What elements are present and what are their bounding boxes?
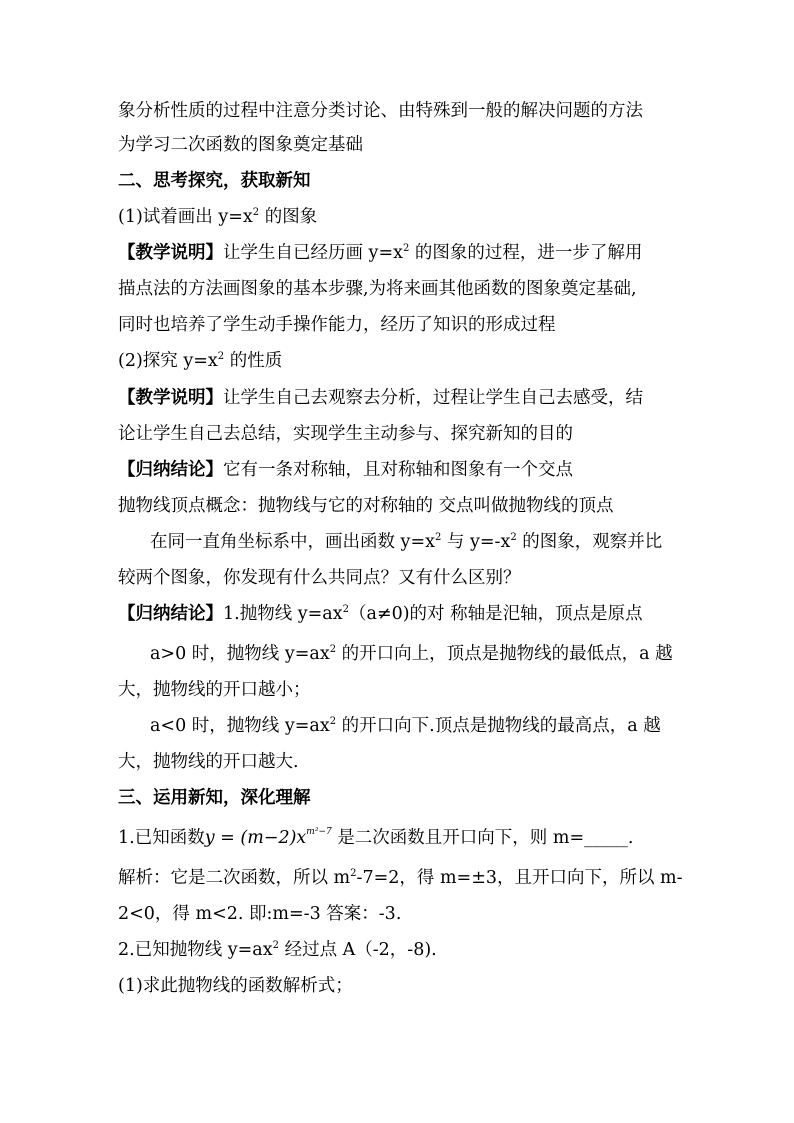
text-line-2: 为学习二次函数的图象奠定基础	[118, 135, 363, 155]
function-formula: $y = (m-2)x^{m^2-7}$	[204, 827, 332, 848]
teaching-note-1: 【教学说明】让学生自已经历画 $y=x^2$ 的图象的过程，进一步了解用	[118, 243, 643, 263]
label-conclusion: 【归纳结论】	[118, 604, 223, 624]
text-line-1: 象分析性质的过程中注意分类讨论、由特殊到一般的解决问题的方法	[118, 101, 643, 121]
analysis-line-2: 2<0，得 m<2. 即:m=-3 答案：-3.	[118, 904, 402, 924]
text-line-13: 在同一直角坐标系中，画出函数 $y=x^2$ 与 $y=-x^2$ 的图象，观察并比	[150, 532, 663, 552]
text-line-7: 同时也培养了学生动手操作能力，经历了知识的形成过程	[118, 315, 556, 335]
label-teaching-note: 【教学说明】	[118, 243, 223, 263]
conclusion-2: 【归纳结论】1.抛物线 $y=ax^2(a\ne 0)$的对 称轴是汜轴，顶点是原点	[118, 604, 643, 624]
section-heading-2: 二、思考探究，获取新知	[118, 171, 311, 191]
text-line-17: 大，抛物线的开口越小；	[118, 680, 311, 700]
text-line-10: 论让学生自己去总结，实现学生主动参与、探究新知的目的	[118, 424, 573, 444]
text-line-18: a<0 时，抛物线 $y=ax^2$ 的开口向下.顶点是抛物线的最高点，a 越	[150, 716, 661, 736]
text-line-14: 较两个图象，你发现有什么共同点？又有什么区别？	[118, 568, 521, 588]
text-line-16: a>0 时，抛物线 $y=ax^2$ 的开口向上，顶点是抛物线的最低点，a 越	[150, 644, 673, 664]
question-2-part-1: (1)求此抛物线的函数解析式；	[118, 976, 353, 996]
analysis-line-1: 解析：它是二次函数，所以 $m^2-7=2$，得 m=±3，且开口向下，所以 m-	[118, 868, 683, 888]
text-line-8: (2)探究 $y=x^2$ 的性质	[118, 351, 283, 371]
teaching-note-2: 【教学说明】让学生自己去观察去分析，过程让学生自己去感受，结	[118, 388, 643, 408]
text-line-4: (1)试着画出 $y=x^2$ 的图象	[118, 207, 318, 227]
label-teaching-note: 【教学说明】	[118, 388, 223, 408]
text-line-6: 描点法的方法画图象的基本步骤,为将来画其他函数的图象奠定基础,	[118, 279, 637, 299]
text-line-12: 抛物线顶点概念：抛物线与它的对称轴的 交点叫做抛物线的顶点	[118, 496, 614, 516]
question-2: 2.已知抛物线 $y=ax^2$ 经过点 A（-2，-8).	[118, 940, 437, 960]
question-1: 1.已知函数$y = (m-2)x^{m^2-7}$ 是二次函数且开口向下，则 m=_____.	[118, 827, 634, 848]
text-line-19: 大，抛物线的开口越大.	[118, 752, 299, 772]
section-heading-3: 三、运用新知，深化理解	[118, 788, 311, 808]
label-conclusion: 【归纳结论】	[118, 460, 223, 480]
conclusion-1: 【归纳结论】它有一条对称轴，且对称轴和图象有一个交点	[118, 460, 573, 480]
